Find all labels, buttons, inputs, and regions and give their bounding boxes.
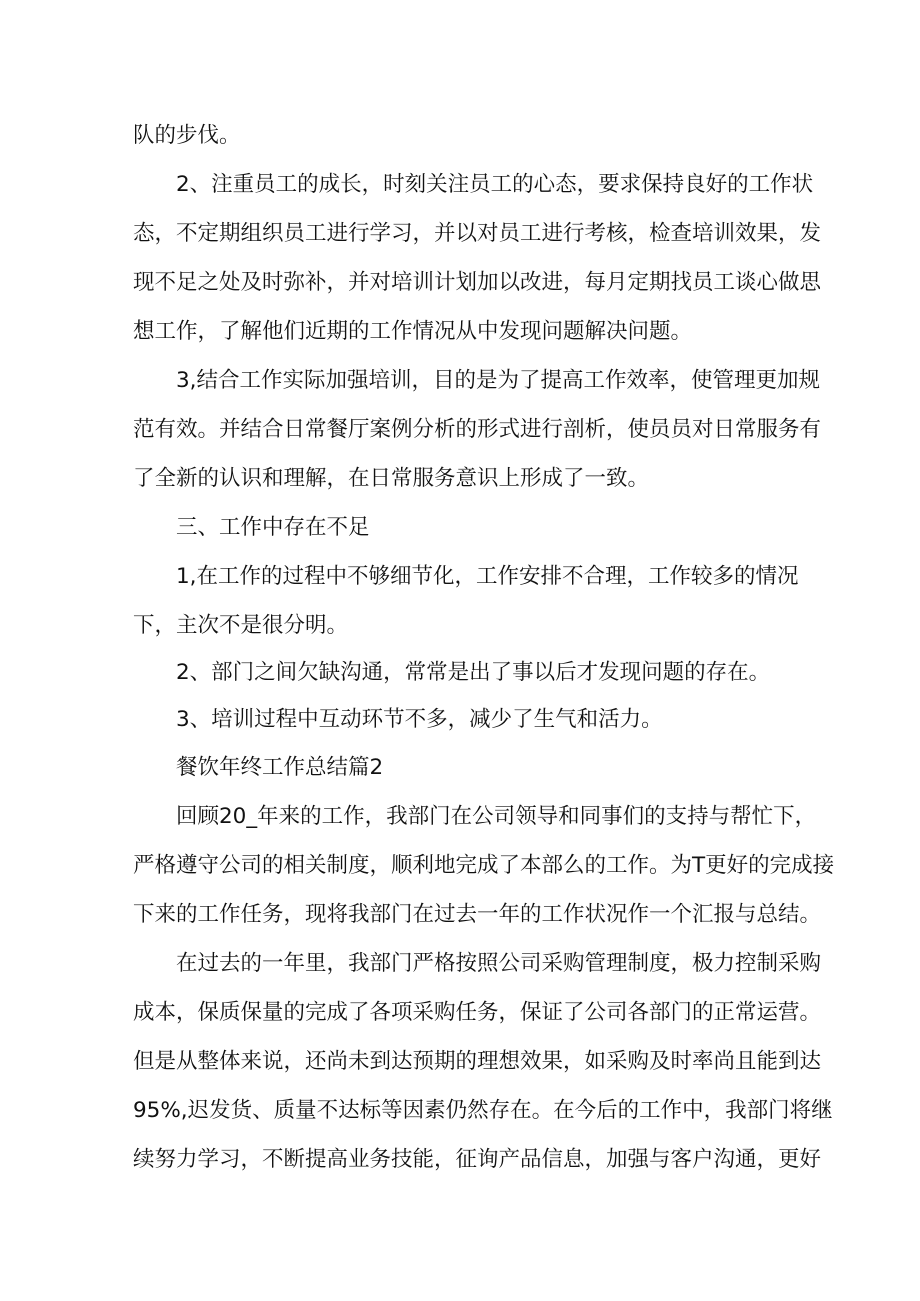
text-line: 3、培训过程中互动环节不多，减少了生气和活力。 [176,707,663,732]
text-line: 想工作，了解他们近期的工作情况从中发现问题解决问题。 [133,319,693,344]
article-title: 餐饮年终工作总结篇2 [176,755,384,780]
text-line: 但是从整体来说，还尚未到达预期的理想效果，如采购及时率尚且能到达 [133,1049,822,1074]
text-line: 续努力学习，不断提高业务技能，征询产品信息，加强与客户沟通，更好 [133,1147,822,1172]
text-line: 下，主次不是很分明。 [133,613,349,638]
text-line: 态，不定期组织员工进行学习，并以对员工进行考核，检查培训效果，发 [133,221,822,246]
text-line: 现不足之处及时弥补，并对培训计划加以改进，每月定期找员工谈心做思 [133,270,822,295]
text-line: 2、注重员工的成长，时刻关注员工的心态，要求保持良好的工作状 [176,172,814,197]
text-line: 回顾20_年来的工作，我部门在公司领导和同事们的支持与帮忙下， [176,804,817,829]
section-heading: 三、工作中存在不足 [176,515,370,540]
text-line: 成本，保质保量的完成了各项采购任务，保证了公司各部门的正常运营。 [133,1000,822,1025]
text-line: 队的步伐。 [133,123,241,148]
text-line: 在过去的一年里，我部门严格按照公司采购管理制度，极力控制采购 [176,951,822,976]
text-line: 2、部门之间欠缺沟通，常常是出了事以后才发现问题的存在。 [176,660,771,685]
text-line: 3,结合工作实际加强培训，目的是为了提高工作效率，使管理更加规 [176,368,821,393]
text-line: 范有效。并结合日常餐厅案例分析的形式进行剖析，使员员对日常服务有 [133,417,822,442]
text-line: 下来的工作任务，现将我部门在过去一年的工作状况作一个汇报与总结。 [133,902,822,927]
text-line: 1,在工作的过程中不够细节化，工作安排不合理，工作较多的情况 [176,564,799,589]
text-line: 95%,迟发货、质量不达标等因素仍然存在。在今后的工作中，我部门将继 [133,1098,833,1123]
text-line: 了全新的认识和理解，在日常服务意识上形成了一致。 [133,466,650,491]
text-line: 严格遵守公司的相关制度，顺利地完成了本部么的工作。为T更好的完成接 [133,853,835,878]
